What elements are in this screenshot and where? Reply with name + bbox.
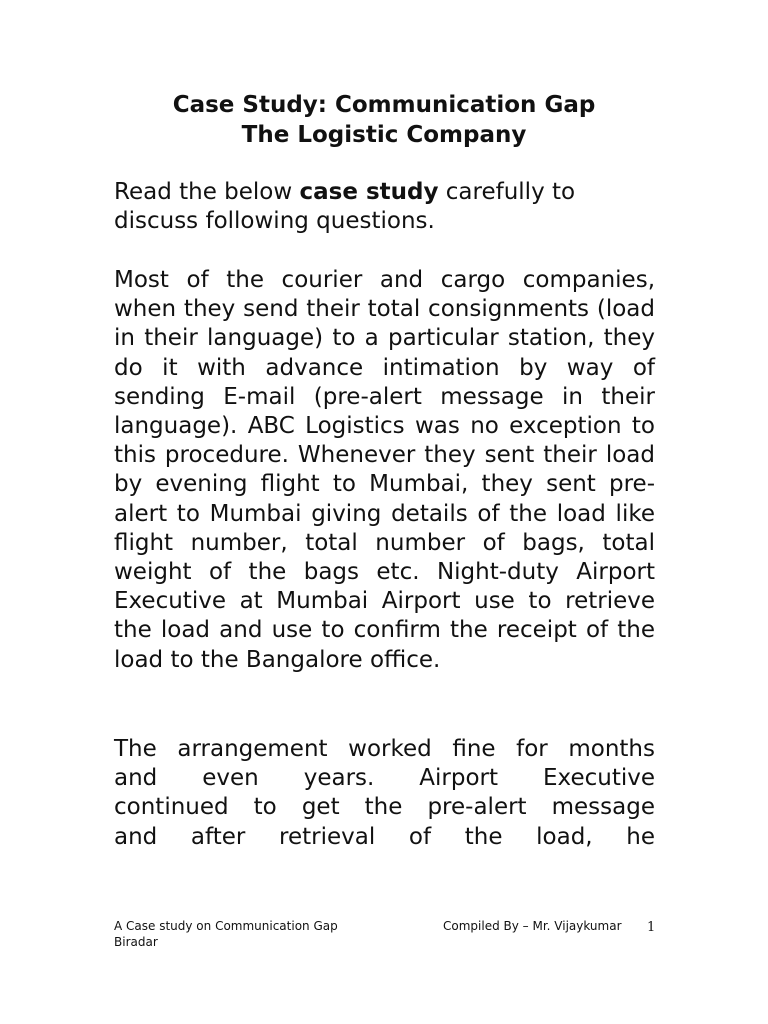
intro-text-before: Read the below — [114, 179, 300, 205]
page-number: 1 — [647, 920, 656, 935]
footer-document-label: A Case study on Communication Gap — [114, 919, 338, 933]
document-subtitle: The Logistic Company — [241, 122, 527, 148]
paragraph-line: continued to get the pre-alert message — [114, 794, 655, 821]
document-title: Case Study: Communication Gap — [172, 92, 596, 118]
intro-emphasis: case study — [299, 179, 439, 205]
intro-text-after: carefully to discuss following questions. — [114, 179, 576, 235]
paragraph-line: and after retrieval of the load, he — [114, 823, 655, 850]
body-paragraph-1: Most of the courier and cargo companies, when they send their total consignments (load in their language) to a particular station, they do it with advance intimation by way of sending E-mail (pre-alert message in their language). ABC Logistics was no exception to this procedure. Whenever they sent their load by evening flight to Mumbai, they sent pre-alert to Mumbai giving details of the load like flight number, total number of bags, total weight of the bags etc. Night-duty Airport Executive at Mumbai Airport use to retrieve the load and use to confirm the receipt of the load to the Bangalore office. — [114, 267, 655, 673]
intro-paragraph — [114, 178, 655, 236]
paragraph-line: and even years. Airport Executive — [114, 765, 655, 792]
paragraph-line: The arrangement worked fine for months — [114, 736, 655, 762]
body-paragraph-2 — [114, 735, 655, 852]
footer-author-surname: Biradar — [114, 935, 158, 949]
footer-compiled-by: Compiled By – Mr. Vijaykumar — [443, 919, 622, 933]
